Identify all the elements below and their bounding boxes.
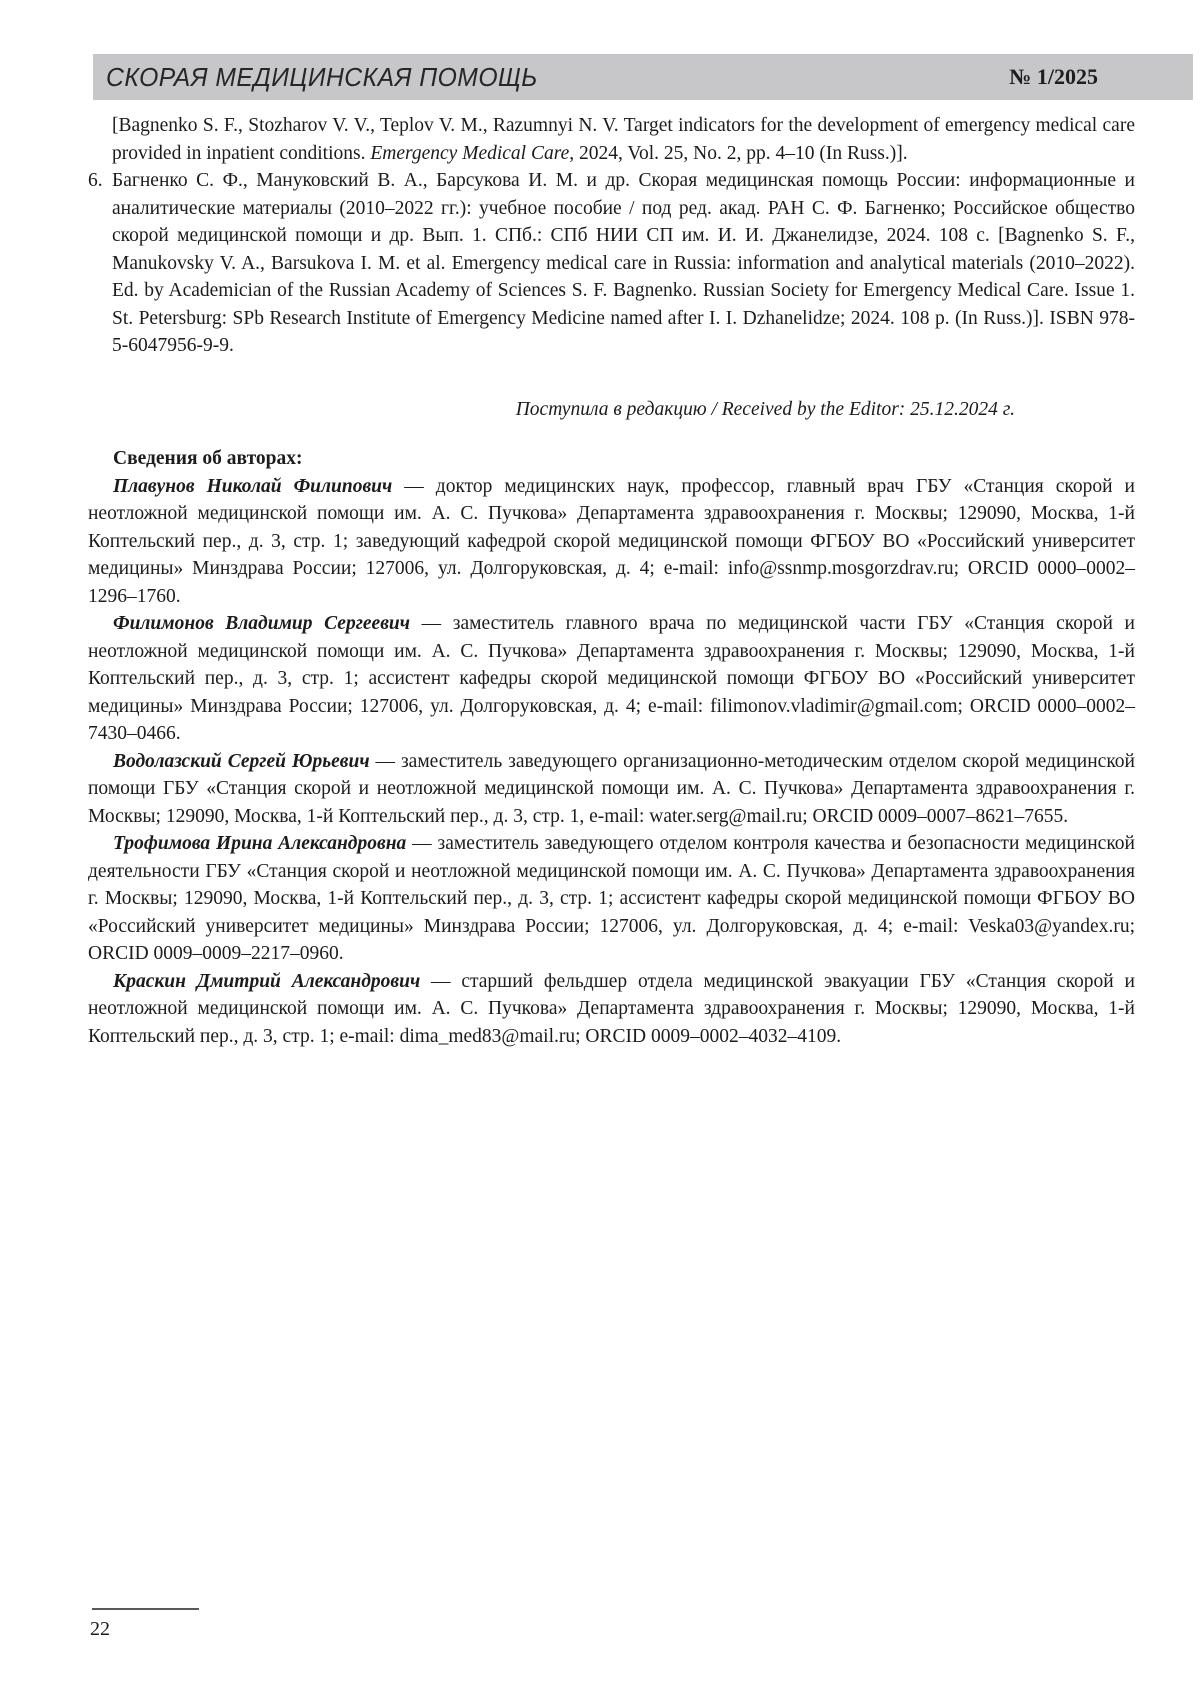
reference-number: 6. [88,170,103,191]
author-name: Водолазский Сергей Юрьевич [113,750,370,772]
reference-5-continuation [88,112,1135,167]
page-content [88,112,1135,1050]
reference-item-6 [88,167,1135,360]
author-name: Краскин Дмитрий Александрович [113,970,421,992]
author-paragraph-filimonov [88,610,1135,748]
author-paragraph-vodolazsky [88,748,1135,831]
author-info: — старший фельдшер отдела медицинской эвакуации ГБУ «Станция скорой и неотложной медицинской помощи им. А. С. Пучкова» Департамента здравоохранения г. Москвы; 129090, Москва, 1-й Коптельский пер., д. 3, стр. 1; e-mail: dima_med83@mail.ru; ORCID 0009–0002–4032–4109. [88,970,1135,1047]
reference-6-text: Багненко С. Ф., Мануковский В. А., Барсукова И. М. и др. Скорая медицинская помощь России: информационные и аналитические материалы (2010–2022 гг.): учебное пособие / под ред. акад. РАН С. Ф. Багненко; Российское общество скорой медицинской помощи и др. Вып. 1. СПб.: СПб НИИ СП им. И. И. Джанелидзе, 2024. 108 с. [Bagnenko S. F., Manukovsky V. A., Barsukova I. M. et al. Emergency medical care in Russia: information and analytical materials (2010–2022). Ed. by Academician of the Russian Academy of Sciences S. F. Bagnenko. Russian Society for Emergency Medical Care. Issue 1. St. Petersburg: SPb Research Institute of Emergency Medicine named after I. I. Dzhanelidze; 2024. 108 p. (In Russ.)]. ISBN 978-5-6047956-9-9. [112,170,1135,356]
received-line: Поступила в редакцию / Received by the Editor: 25.12.2024 г. [515,398,1015,420]
reference-5-journal-title: Emergency Medical Care [370,142,570,164]
author-info: — заместитель заведующего отделом контроля качества и безопасности медицинской деятельности ГБУ «Станция скорой и неотложной медицинской помощи им. А. С. Пучкова» Департамента здравоохранения г. Москвы; 129090, Москва, 1-й Коптельский пер., д. 3, стр. 1; ассистент кафедры скорой медицинской помощи ФГБОУ ВО «Российский университет медицины» Минздрава России; 127006, ул. Долгоруковская, д. 4; e-mail: Veska03@yandex.ru; ORCID 0009–0009–2217–0960. [88,833,1135,964]
header-bar [93,54,1193,100]
author-name: Филимонов Владимир Сергеевич [113,613,410,634]
author-info: — доктор медицинских наук, профессор, главный врач ГБУ «Станция скорой и неотложной медицинской помощи им. А. С. Пучкова» Департамента здравоохранения г. Москвы; 129090, Москва, 1-й Коптельский пер., д. 3, стр. 1; заведующий кафедрой скорой медицинской помощи ФГБОУ ВО «Российский университет медицины» Минздрава России; 127006, ул. Долгоруковская, д. 4; e-mail: info@ssnmp.mosgorzdrav.ru; ORCID 0000–0002–1296–1760. [88,475,1135,607]
reference-5-text-pre: [Bagnenko S. F., Stozharov V. V., Teplov V. M., Razumnyi N. V. Target indicators for the development of emergency medical care provided in inpatient conditions. [112,115,1135,164]
issue-number: № 1/2025 [1009,64,1098,89]
page-number: 22 [90,1618,110,1640]
author-paragraph-kraskin [88,968,1135,1051]
author-name: Трофимова Ирина Александровна [113,833,407,854]
author-paragraph-plavunov [88,473,1135,611]
authors-heading: Сведения об авторах: [113,448,303,469]
footer-divider [92,1608,199,1610]
author-info: — заместитель главного врача по медицинской части ГБУ «Станция скорой и неотложной медицинской помощи им. А. С. Пучкова» Департамента здравоохранения г. Москвы; 129090, Москва, 1-й Коптельский пер., д. 3, стр. 1; ассистент кафедры скорой медицинской помощи ФГБОУ ВО «Российский университет медицины» Минздрава России; 127006, ул. Долгоруковская, д. 4; e-mail: filimonov.vladimir@gmail.com; ORCID 0000–0002–7430–0466. [88,613,1135,744]
reference-5-text-post: , 2024, Vol. 25, No. 2, pp. 4–10 (In Russ.)]. [569,142,908,164]
journal-title: СКОРАЯ МЕДИЦИНСКАЯ ПОМОЩЬ [106,61,538,92]
author-info: — заместитель заведующего организационно-методическим отделом скорой медицинской помощи ГБУ «Станция скорой и неотложной медицинской помощи им. А. С. Пучкова» Департамента здравоохранения г. Москвы; 129090, Москва, 1-й Коптельский пер., д. 3, стр. 1, e-mail: water.serg@mail.ru; ORCID 0009–0007–8621–7655. [88,750,1135,827]
author-name: Плавунов Николай Филипович [113,475,393,497]
author-paragraph-trofimova [88,830,1135,968]
